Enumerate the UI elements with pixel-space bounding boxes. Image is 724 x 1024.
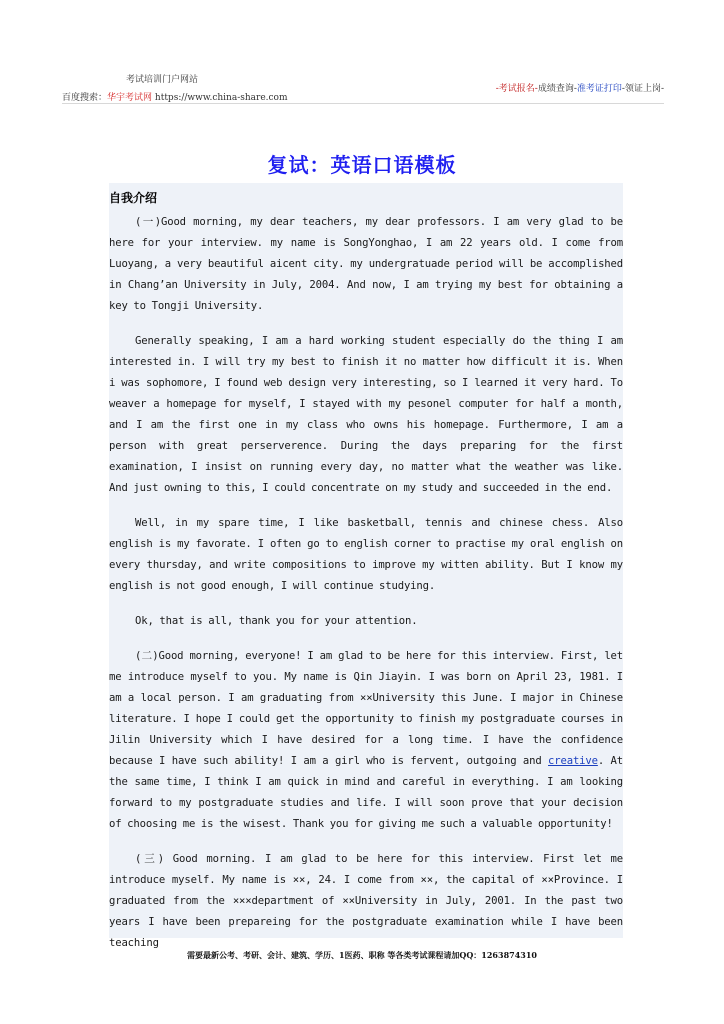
search-hint <box>62 90 288 103</box>
site-label: 考试培训门户网站 <box>126 75 199 85</box>
paragraph-5-end: . At the same time, I think I am quick in mind and careful in everything. I am looking forward to my postgraduate studies and life. I will soon prove that your decision of choosing me is the wisest. Thank you for giving me such a valuable opportunity! <box>109 755 623 830</box>
section-heading: 自我介绍 <box>109 191 158 205</box>
paragraph-3: Well, in my spare time, I like basketball, tennis and chinese chess. Also english is my favorate. I often go to english corner to practise my oral english on every thursday, and write compositions to improve my witten ability. But I know my english is not good enough, I will continue studying. <box>109 517 623 592</box>
header-links <box>496 81 664 94</box>
exam-register-link[interactable]: -考试报名- <box>495 84 538 94</box>
site-url[interactable]: https://www.china-share.com <box>154 93 288 103</box>
paragraph-1: (一)Good morning, my dear teachers, my dear professors. I am very glad to be here for your interview. my name is SongYonghao, I am 22 years old. I come from Luoyang, a very beautiful aicent city. my undergratuade period will be accomplished in Chang’an University in July, 2004. And now, I am trying my best for obtaining a key to Tongji University. <box>109 216 623 312</box>
paragraph-5-start: (二)Good morning, everyone! I am glad to be here for this interview. First, let me introduce myself to you. My name is Qin Jiayin. I was born on April 23, 1981. I am a local person. I am graduating from ××University this June. I major in Chinese literature. I hope I could get the opportunity to finish my postgraduate courses in Jilin University which I have desired for a long time. I have the confidence because I have such ability! I am a girl who is fervent, outgoing and <box>109 650 623 767</box>
header-divider <box>62 103 664 104</box>
page-title: 复试：英语口语模板 <box>267 153 457 177</box>
admission-ticket-link[interactable]: 准考证打印 <box>576 84 622 94</box>
creative-link[interactable]: creative <box>548 755 598 767</box>
paragraph-4: Ok, that is all, thank you for your attention. <box>135 615 418 627</box>
search-prefix: 百度搜索： <box>62 93 108 103</box>
page-footer: 需要最新公考、考研、会计、建筑、学历、1医药、职称 等各类考试课程请加QQ：1263874310 <box>187 950 537 960</box>
paragraph-6: (三) Good morning. I am glad to be here for this interview. First let me introduce myself. My name is ××, 24. I come from ××, the capital of ××Province. I graduated from the ×××department of ××University in July, 2001. In the past two years I have been prepareing for the postgraduate examination while I have been teaching <box>109 853 623 949</box>
certificate-link[interactable]: -领证上岗- <box>621 84 664 94</box>
paragraph-5 <box>109 646 623 835</box>
document-body <box>109 183 623 949</box>
paragraph-2: Generally speaking, I am a hard working student especially do the thing I am interested in. I will try my best to finish it no matter how difficult it is. When i was sophomore, I found web design very interesting, so I learned it very hard. To weaver a homepage for myself, I stayed with my pesonel computer for half a month, and I am the first one in my class who owns his homepage. Furthermore, I am a person with great perserverence. During the days preparing for the first examination, I insist on running every day, no matter what the weather was like. And just owning to this, I could concentrate on my study and succeeded in the end. <box>109 335 623 494</box>
score-query-link[interactable]: 成绩查询- <box>537 84 577 94</box>
brand-link[interactable]: 华宇考试网 <box>107 93 153 103</box>
